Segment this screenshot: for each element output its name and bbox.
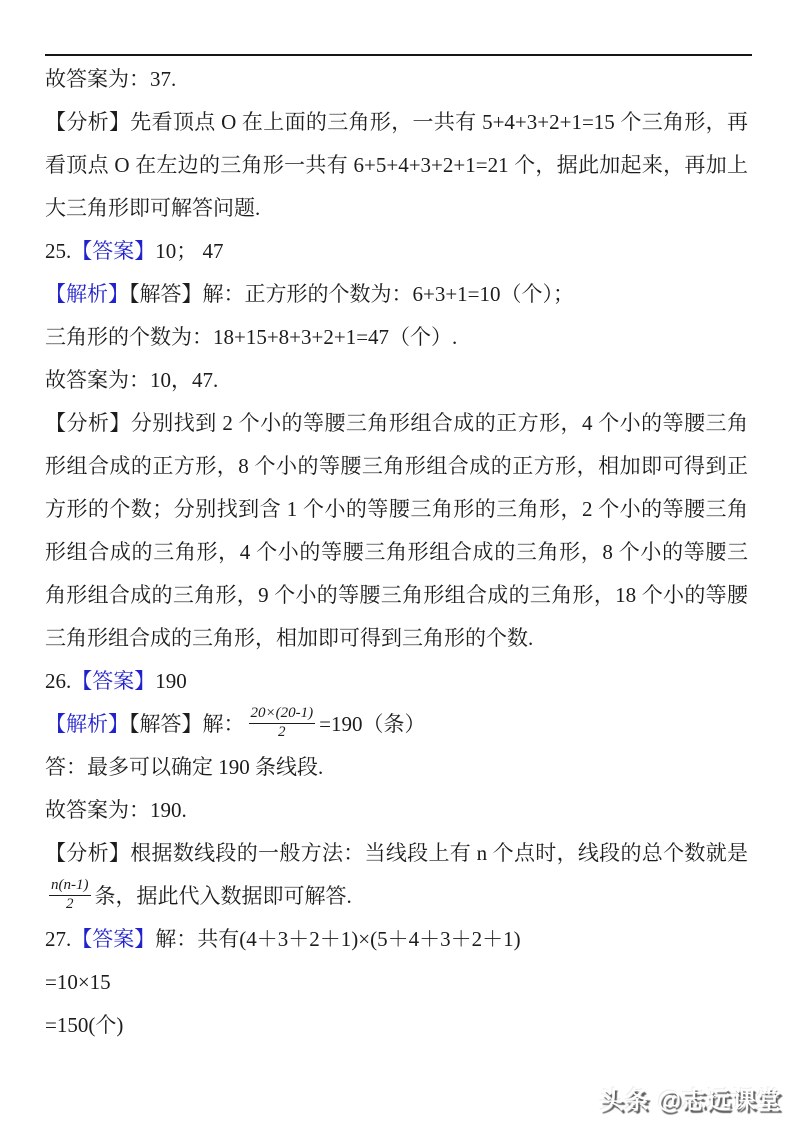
q26-analysis-fraction-denominator: 2: [66, 896, 74, 913]
q26-solution-suffix: =190（条）: [319, 712, 426, 736]
q26-analysis-after: 条，据此代入数据即可解答.: [94, 884, 352, 908]
q27-answer-label: 【答案】: [71, 927, 156, 951]
watermark: [600, 1080, 782, 1115]
q26-answer-sentence-text: 答：最多可以确定 190 条线段.: [45, 755, 324, 779]
q26-analysis-paragraph: [45, 832, 748, 918]
q25-conclusion-text: 故答案为：10，47.: [45, 368, 219, 392]
q26-analysis-fraction: [49, 877, 91, 914]
q26-conclusion-line: [45, 789, 748, 832]
q25-answer-value: 10； 47: [155, 239, 224, 263]
q27-answer-line: [45, 918, 748, 961]
q25-analysis-text: 【分析】分别找到 2 个小的等腰三角形组合成的正方形，4 个小的等腰三角形组合成的正方形，8 个小的等腰三角形组合成的正方形，相加即可得到正方形的个数；分别找到含 1 个小的等腰三角形的三角形，2 个小的等腰三角形组合成的三角形，4 个小的等腰三角形组合成的三角形，8 个小的等腰三角形组合成的三角形，9 个小的等腰三角形组合成的三角形，18 个小的等腰三角形组合成的三角形，相加即可得到三角形的个数.: [45, 411, 748, 650]
q26-fraction-numerator: 20×(20-1): [249, 705, 316, 724]
q26-fraction-denominator: 2: [278, 724, 286, 741]
q26-conclusion-text: 故答案为：190.: [45, 798, 187, 822]
top-divider: [45, 54, 752, 56]
q25-solution-text2: 三角形的个数为：18+15+8+3+2+1=47（个）.: [45, 325, 458, 349]
q25-number: 25.: [45, 239, 72, 263]
q27-solution-line2: [45, 961, 748, 1004]
q26-jiexi-label: 【解析】: [45, 712, 129, 736]
q25-solution-line2: [45, 316, 748, 359]
document-content: [45, 58, 748, 1047]
q24-conclusion-line: [45, 58, 748, 101]
q27-solution-line3: [45, 1004, 748, 1047]
q26-analysis-fraction-numerator: n(n-1): [49, 877, 91, 896]
q24-analysis-paragraph: [45, 101, 748, 230]
q26-answer-label: 【答案】: [71, 669, 156, 693]
q25-answer-line: [45, 230, 748, 273]
q27-solution-text2: =10×15: [45, 970, 111, 994]
q26-solution-fraction: [249, 705, 316, 742]
q26-answer-line: [45, 660, 748, 703]
q25-solution-line1: [45, 273, 748, 316]
q27-solution-text1: 解：共有(4＋3＋2＋1)×(5＋4＋3＋2＋1): [155, 927, 521, 951]
q26-answer-value: 190: [155, 669, 187, 693]
q25-conclusion-line: [45, 359, 748, 402]
q25-answer-label: 【答案】: [71, 239, 156, 263]
q27-number: 27.: [45, 927, 72, 951]
q25-solution-text1: 【解答】解：正方形的个数为：6+3+1=10（个）；: [129, 282, 575, 306]
q26-solution-prefix: 【解答】解：: [129, 712, 245, 736]
q25-analysis-paragraph: [45, 402, 748, 660]
watermark-text: 头条 @志远课堂: [599, 1087, 782, 1114]
q26-analysis-before: 【分析】根据数线段的一般方法：当线段上有 n 个点时，线段的总个数就是: [45, 841, 748, 865]
q25-jiexi-label: 【解析】: [45, 282, 129, 306]
q24-analysis-text: 【分析】先看顶点 O 在上面的三角形，一共有 5+4+3+2+1=15 个三角形，再看顶点 O 在左边的三角形一共有 6+5+4+3+2+1=21 个，据此加起来，再加上大三角形即可解答问题.: [45, 110, 748, 220]
q26-number: 26.: [45, 669, 72, 693]
q26-answer-sentence: [45, 746, 748, 789]
q27-solution-text3: =150(个): [45, 1013, 124, 1037]
q24-conclusion-text: 故答案为：37.: [45, 67, 177, 91]
q26-solution-line: [45, 703, 748, 746]
